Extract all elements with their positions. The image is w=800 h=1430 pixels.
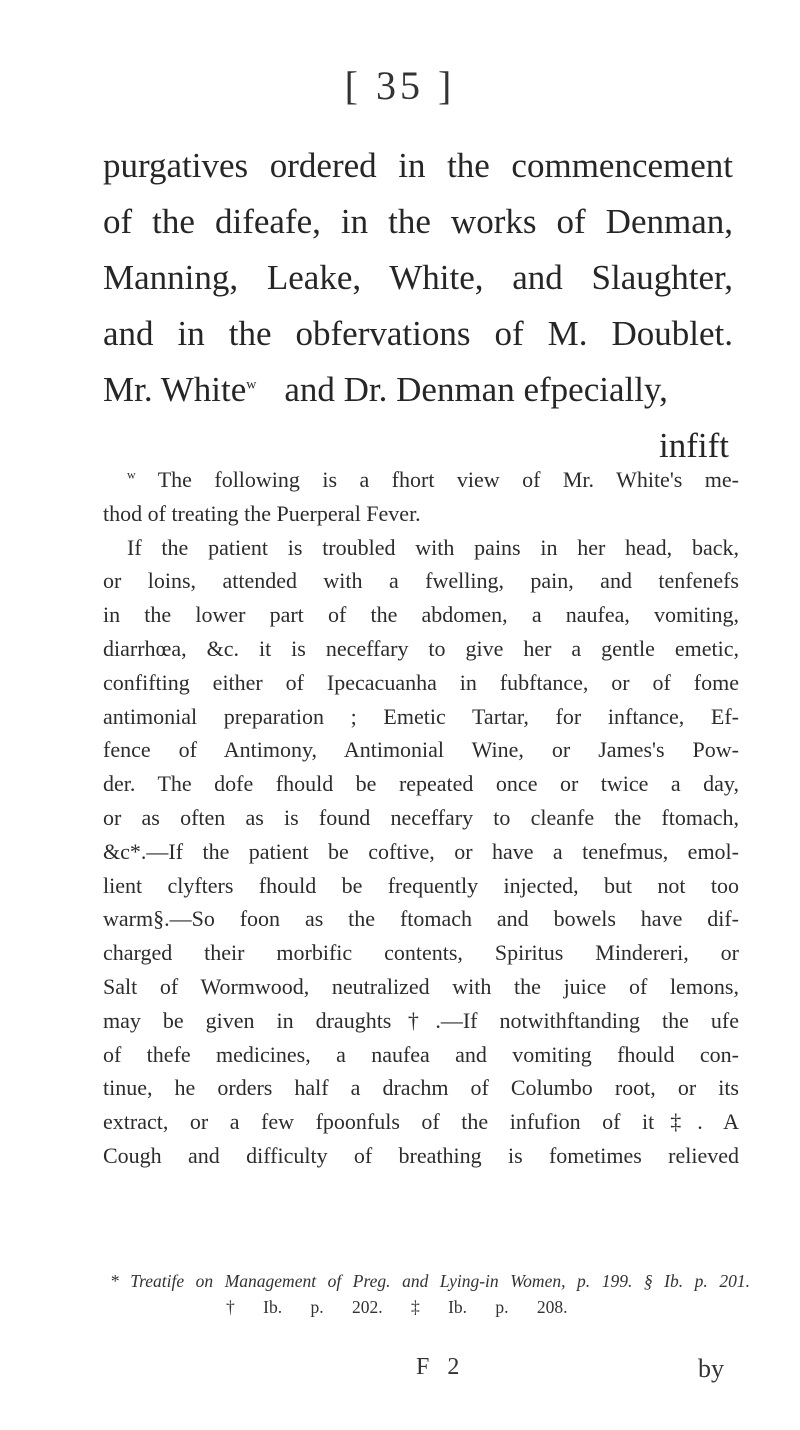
reference-line: * Treatife on Management of Preg. and Lying-in Women, p. 199. § Ib. p. 201. [110,1271,750,1291]
signature-mark: F 2 [416,1354,466,1380]
footnote-line: or loins, attended with a fwelling, pain, and tenfenefs [103,568,739,594]
footnote-line: &c*.—If the patient be coftive, or have a tenefmus, emol- [103,838,739,864]
footnote-line: or as often as is found neceffary to cleanfe the ftomach, [103,804,739,830]
reference-entry: † Ib. p. 202. [226,1297,383,1317]
body-line: of the difeafe, in the works of Denman, [103,202,733,241]
reference-notes [110,1268,750,1320]
footnote-line: charged their morbific contents, Spiritus Mindereri, or [103,940,739,966]
footnote [103,463,739,1173]
footnote-line: diarrhœa, &c. it is neceffary to give her a gentle emetic, [103,635,739,661]
reference-line [110,1294,576,1320]
footnote-line: lient clyfters fhould be frequently injected, but not too [103,872,739,898]
footnote-line: in the lower part of the abdomen, a naufea, vomiting, [103,602,739,628]
footnote-line: of thefe medicines, a naufea and vomiting fhould con- [103,1041,739,1067]
footnote-marker: w [127,467,136,482]
footnote-line: Salt of Wormwood, neutralized with the juice of lemons, [103,973,739,999]
footnote-line: tinue, he orders half a drachm of Columbo root, or its [103,1075,739,1101]
body-line: Manning, Leake, White, and Slaughter, [103,258,733,297]
main-text [103,138,733,474]
page-number: [ 35 ] [344,63,456,108]
body-line-segment: and Dr. Denman efpecially, [284,370,668,409]
footnote-reference-mark: w [246,377,257,393]
footnote-line: may be given in draughts†.—If notwithftanding the ufe [103,1007,739,1033]
footnote-line: thod of treating the Puerperal Fever. [103,500,421,526]
footnote-line: Cough and difficulty of breathing is fometimes relieved [103,1142,739,1168]
footnote-line: confifting either of Ipecacuanha in fubftance, or of fome [103,669,739,695]
footnote-line: extract, or a few fpoonfuls of the infufion of it‡. A [103,1109,739,1135]
reference-entry: ‡ Ib. p. 208. [410,1297,568,1317]
footnote-line: fence of Antimony, Antimonial Wine, or James's Pow- [103,737,739,763]
catchword: by [698,1354,724,1383]
footnote-line-text: The following is a fhort view of Mr. White's me- [157,467,739,492]
footnote-line: antimonial preparation ; Emetic Tartar, for inftance, Ef- [103,703,739,729]
body-line: purgatives ordered in the commencement [103,146,733,185]
body-line: and in the obfervations of M. Doublet. [103,314,733,353]
footnote-line [103,463,739,497]
footnote-line: warm§.—So foon as the ftomach and bowels have dif- [103,906,739,932]
body-line-segment: Mr. White [103,370,247,409]
footnote-line: der. The dofe fhould be repeated once or twice a day, [103,771,739,797]
body-line: infift [659,426,729,465]
footnote-line: If the patient is troubled with pains in her head, back, [127,534,739,560]
body-line [103,362,733,418]
